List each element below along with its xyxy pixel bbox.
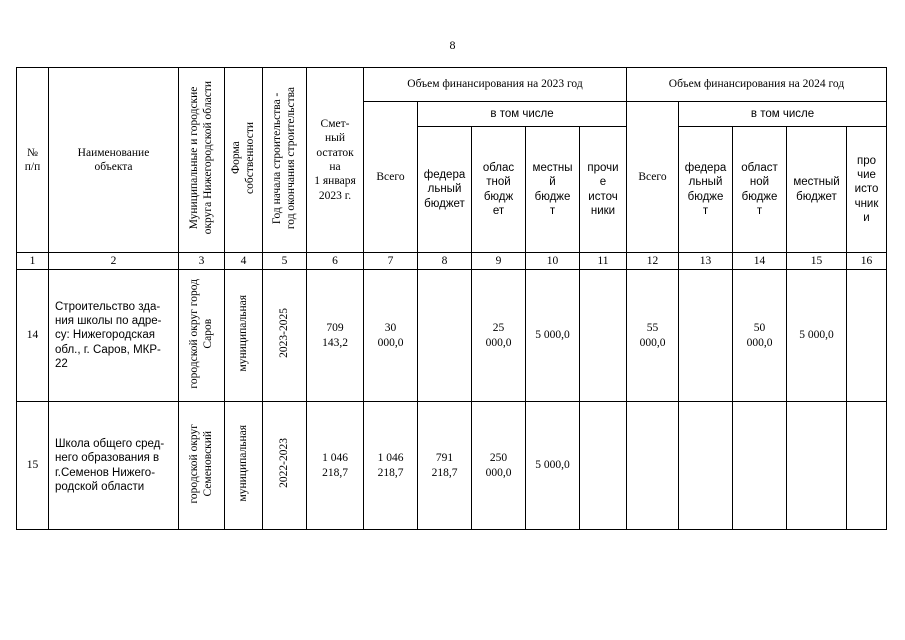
col-number: 13	[679, 253, 733, 270]
header-loc-2024: местный бюджет	[787, 127, 847, 253]
row-other-2023	[580, 270, 627, 402]
header-incl-2023: в том числе	[418, 102, 627, 127]
row-ownership: муниципальная	[225, 270, 263, 402]
col-number: 8	[418, 253, 472, 270]
row-reg-2024	[733, 402, 787, 530]
row-other-2024	[847, 402, 887, 530]
col-number: 1	[17, 253, 49, 270]
header-num: № п/п	[17, 68, 49, 253]
col-number: 3	[179, 253, 225, 270]
row-ownership: муниципальная	[225, 402, 263, 530]
row-num: 15	[17, 402, 49, 530]
header-incl-2024: в том числе	[679, 102, 887, 127]
col-number: 2	[49, 253, 179, 270]
header-years: Год начала строительства - год окончания строительства	[263, 68, 307, 253]
row-other-2024	[847, 270, 887, 402]
header-ownership: Форма собственности	[225, 68, 263, 253]
row-loc-2023: 5 000,0	[526, 270, 580, 402]
col-number: 11	[580, 253, 627, 270]
table-row	[17, 270, 887, 402]
row-reg-2023: 25 000,0	[472, 270, 526, 402]
row-total-2023: 30 000,0	[364, 270, 418, 402]
header-reg-2023: облас тной бюдж ет	[472, 127, 526, 253]
row-reg-2023: 250 000,0	[472, 402, 526, 530]
row-estimate: 1 046 218,7	[307, 402, 364, 530]
col-number: 5	[263, 253, 307, 270]
row-total-2024: 55 000,0	[627, 270, 679, 402]
row-estimate: 709 143,2	[307, 270, 364, 402]
row-fed-2024	[679, 402, 733, 530]
col-number: 7	[364, 253, 418, 270]
col-number: 15	[787, 253, 847, 270]
header-municipal: Муниципальные и городские округа Нижегородской области	[179, 68, 225, 253]
col-number: 14	[733, 253, 787, 270]
row-name: Строительство зда- ния школы по адре- су: Нижегородская обл., г. Саров, МКР- 22	[49, 270, 179, 402]
header-fed-2024: федера льный бюдже т	[679, 127, 733, 253]
row-name: Школа общего сред- него образования в г.Семенов Нижего- родской области	[49, 402, 179, 530]
table-row	[17, 402, 887, 530]
header-other-2024: про чие исто чник и	[847, 127, 887, 253]
row-fed-2024	[679, 270, 733, 402]
header-loc-2023: местны й бюдже т	[526, 127, 580, 253]
header-reg-2024: област ной бюдже т	[733, 127, 787, 253]
row-loc-2024	[787, 402, 847, 530]
col-number: 6	[307, 253, 364, 270]
row-municipal: городской округ город Саров	[179, 270, 225, 402]
financing-table	[16, 67, 887, 530]
header-estimate: Смет- ный остаток на 1 января 2023 г.	[307, 68, 364, 253]
row-loc-2024: 5 000,0	[787, 270, 847, 402]
row-years: 2022-2023	[263, 402, 307, 530]
row-loc-2023: 5 000,0	[526, 402, 580, 530]
col-number: 16	[847, 253, 887, 270]
col-number: 12	[627, 253, 679, 270]
header-total-2023: Всего	[364, 102, 418, 253]
row-municipal: городской округ Семеновский	[179, 402, 225, 530]
page-number: 8	[449, 38, 456, 52]
row-reg-2024: 50 000,0	[733, 270, 787, 402]
row-total-2023: 1 046 218,7	[364, 402, 418, 530]
col-number: 9	[472, 253, 526, 270]
col-number: 4	[225, 253, 263, 270]
header-fin-2023: Объем финансирования на 2023 год	[364, 68, 627, 102]
row-total-2024	[627, 402, 679, 530]
header-fin-2024: Объем финансирования на 2024 год	[627, 68, 887, 102]
header-fed-2023: федера льный бюджет	[418, 127, 472, 253]
row-fed-2023	[418, 270, 472, 402]
header-other-2023: прочи е источ ники	[580, 127, 627, 253]
col-number: 10	[526, 253, 580, 270]
row-other-2023	[580, 402, 627, 530]
header-name: Наименование объекта	[49, 68, 179, 253]
header-total-2024: Всего	[627, 102, 679, 253]
row-years: 2023-2025	[263, 270, 307, 402]
row-num: 14	[17, 270, 49, 402]
row-fed-2023: 791 218,7	[418, 402, 472, 530]
